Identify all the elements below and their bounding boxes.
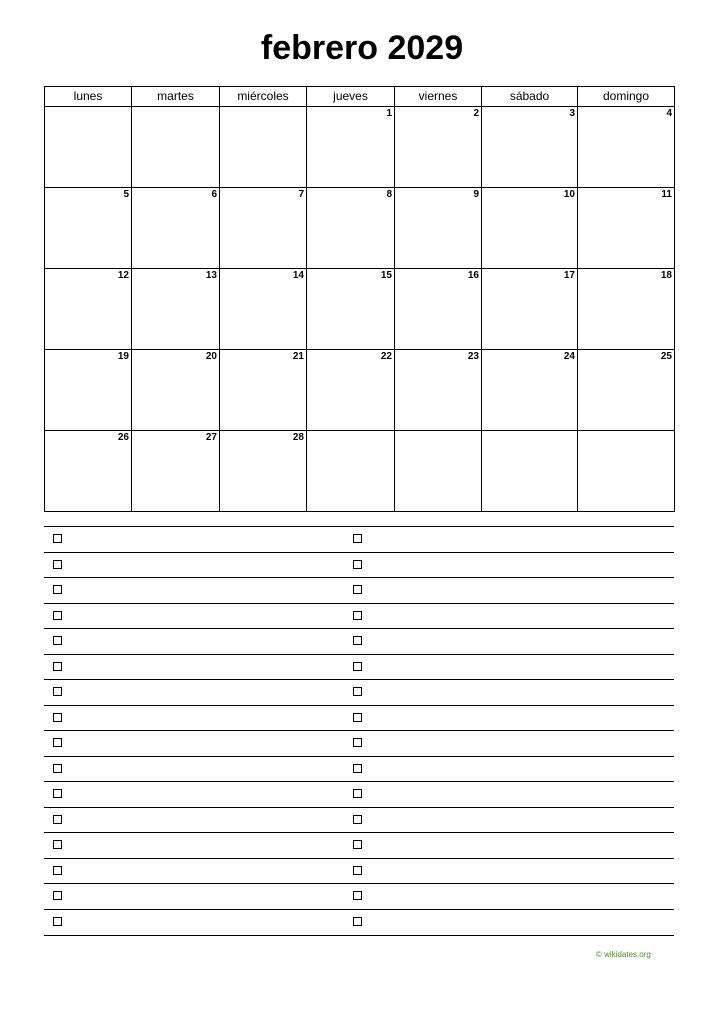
day-number: 7	[298, 189, 304, 200]
checklist	[44, 526, 674, 936]
checkbox-icon[interactable]	[353, 815, 362, 824]
checkbox-icon[interactable]	[353, 534, 362, 543]
day-number: 9	[473, 189, 479, 200]
day-number: 27	[205, 432, 217, 443]
day-cell[interactable]	[45, 269, 132, 350]
day-cell[interactable]	[482, 431, 578, 512]
day-number: 8	[386, 189, 392, 200]
weekday-header: miércoles	[220, 87, 307, 107]
checkbox-icon[interactable]	[53, 917, 62, 926]
day-cell[interactable]	[220, 269, 307, 350]
day-cell[interactable]	[132, 350, 220, 431]
day-cell[interactable]	[220, 188, 307, 269]
checkbox-icon[interactable]	[353, 662, 362, 671]
checklist-row	[44, 577, 674, 603]
checkbox-icon[interactable]	[353, 687, 362, 696]
checkbox-icon[interactable]	[53, 611, 62, 620]
day-number	[395, 431, 481, 432]
day-cell[interactable]	[132, 188, 220, 269]
day-cell[interactable]	[307, 188, 395, 269]
day-cell[interactable]	[395, 431, 482, 512]
weekday-header-row	[45, 87, 675, 107]
day-cell[interactable]	[132, 107, 220, 188]
footer-credit: © wikidates.org	[596, 950, 651, 959]
checklist-row	[44, 883, 674, 909]
day-number: 10	[563, 189, 575, 200]
checkbox-icon[interactable]	[353, 840, 362, 849]
day-cell[interactable]	[578, 431, 675, 512]
checklist-row	[44, 832, 674, 858]
day-cell[interactable]	[307, 107, 395, 188]
checklist-row	[44, 756, 674, 782]
day-number: 4	[666, 108, 672, 119]
day-number: 11	[661, 189, 672, 200]
page-title: febrero 2029	[260, 29, 464, 67]
day-cell[interactable]	[45, 431, 132, 512]
weekday-header: sábado	[482, 87, 578, 107]
checkbox-icon[interactable]	[53, 866, 62, 875]
checkbox-icon[interactable]	[53, 636, 62, 645]
day-cell[interactable]	[220, 107, 307, 188]
weekday-header: viernes	[395, 87, 482, 107]
day-number: 5	[123, 189, 129, 200]
checklist-row	[44, 526, 674, 552]
checkbox-icon[interactable]	[353, 917, 362, 926]
checklist-row	[44, 909, 674, 936]
day-cell[interactable]	[482, 188, 578, 269]
checkbox-icon[interactable]	[53, 560, 62, 569]
day-cell[interactable]	[132, 269, 220, 350]
checklist-row	[44, 705, 674, 731]
checkbox-icon[interactable]	[53, 891, 62, 900]
checkbox-icon[interactable]	[53, 840, 62, 849]
day-number: 24	[563, 351, 575, 362]
checklist-row	[44, 679, 674, 705]
checkbox-icon[interactable]	[353, 636, 362, 645]
checklist-row	[44, 781, 674, 807]
checklist-row	[44, 552, 674, 578]
checkbox-icon[interactable]	[353, 585, 362, 594]
day-number: 15	[380, 270, 392, 281]
calendar-grid	[44, 86, 675, 512]
checkbox-icon[interactable]	[353, 866, 362, 875]
checkbox-icon[interactable]	[53, 789, 62, 798]
checkbox-icon[interactable]	[53, 815, 62, 824]
weekday-header: lunes	[45, 87, 132, 107]
day-cell[interactable]	[220, 350, 307, 431]
checkbox-icon[interactable]	[53, 713, 62, 722]
day-number	[482, 431, 577, 432]
day-cell[interactable]	[45, 107, 132, 188]
day-cell[interactable]	[395, 350, 482, 431]
checkbox-icon[interactable]	[353, 713, 362, 722]
checkbox-icon[interactable]	[53, 534, 62, 543]
day-cell[interactable]	[45, 188, 132, 269]
day-number	[307, 431, 394, 432]
day-number: 6	[211, 189, 217, 200]
weekday-header: jueves	[307, 87, 395, 107]
checkbox-icon[interactable]	[353, 611, 362, 620]
day-cell[interactable]	[220, 431, 307, 512]
day-cell[interactable]	[578, 350, 675, 431]
day-number: 22	[380, 351, 392, 362]
checkbox-icon[interactable]	[353, 764, 362, 773]
checkbox-icon[interactable]	[353, 560, 362, 569]
day-number: 1	[386, 108, 392, 119]
day-number: 14	[292, 270, 304, 281]
day-number: 21	[292, 351, 304, 362]
day-number	[132, 107, 219, 108]
day-number	[578, 431, 674, 432]
day-number: 18	[660, 270, 672, 281]
day-cell[interactable]	[307, 431, 395, 512]
checklist-row	[44, 603, 674, 629]
day-number	[45, 107, 131, 108]
day-number: 25	[660, 351, 672, 362]
checkbox-icon[interactable]	[53, 764, 62, 773]
day-cell[interactable]	[395, 269, 482, 350]
checkbox-icon[interactable]	[353, 789, 362, 798]
week-row	[45, 188, 675, 269]
day-cell[interactable]	[482, 350, 578, 431]
day-cell[interactable]	[307, 350, 395, 431]
day-number: 20	[205, 351, 217, 362]
day-cell[interactable]	[482, 107, 578, 188]
day-cell[interactable]	[578, 188, 675, 269]
checklist-row	[44, 858, 674, 884]
checkbox-icon[interactable]	[53, 662, 62, 671]
day-number	[220, 107, 306, 108]
day-cell[interactable]	[482, 269, 578, 350]
day-number: 19	[117, 351, 129, 362]
checkbox-icon[interactable]	[353, 738, 362, 747]
checkbox-icon[interactable]	[53, 585, 62, 594]
checkbox-icon[interactable]	[53, 687, 62, 696]
day-cell[interactable]	[45, 350, 132, 431]
checklist-row	[44, 730, 674, 756]
day-number: 16	[467, 270, 479, 281]
day-number: 17	[563, 270, 575, 281]
day-number: 26	[117, 432, 129, 443]
day-number: 28	[292, 432, 304, 443]
week-row	[45, 269, 675, 350]
day-cell[interactable]	[132, 431, 220, 512]
checklist-row	[44, 628, 674, 654]
day-cell[interactable]	[307, 269, 395, 350]
week-row	[45, 107, 675, 188]
day-number: 23	[467, 351, 479, 362]
weekday-header: domingo	[578, 87, 675, 107]
day-cell[interactable]	[578, 269, 675, 350]
checkbox-icon[interactable]	[53, 738, 62, 747]
day-cell[interactable]	[395, 107, 482, 188]
week-row	[45, 350, 675, 431]
day-number: 3	[569, 108, 575, 119]
day-cell[interactable]	[395, 188, 482, 269]
checklist-row	[44, 654, 674, 680]
week-row	[45, 431, 675, 512]
checklist-row	[44, 807, 674, 833]
day-number: 2	[473, 108, 479, 119]
checkbox-icon[interactable]	[353, 891, 362, 900]
weekday-header: martes	[132, 87, 220, 107]
day-number: 13	[205, 270, 217, 281]
day-cell[interactable]	[578, 107, 675, 188]
day-number: 12	[117, 270, 129, 281]
